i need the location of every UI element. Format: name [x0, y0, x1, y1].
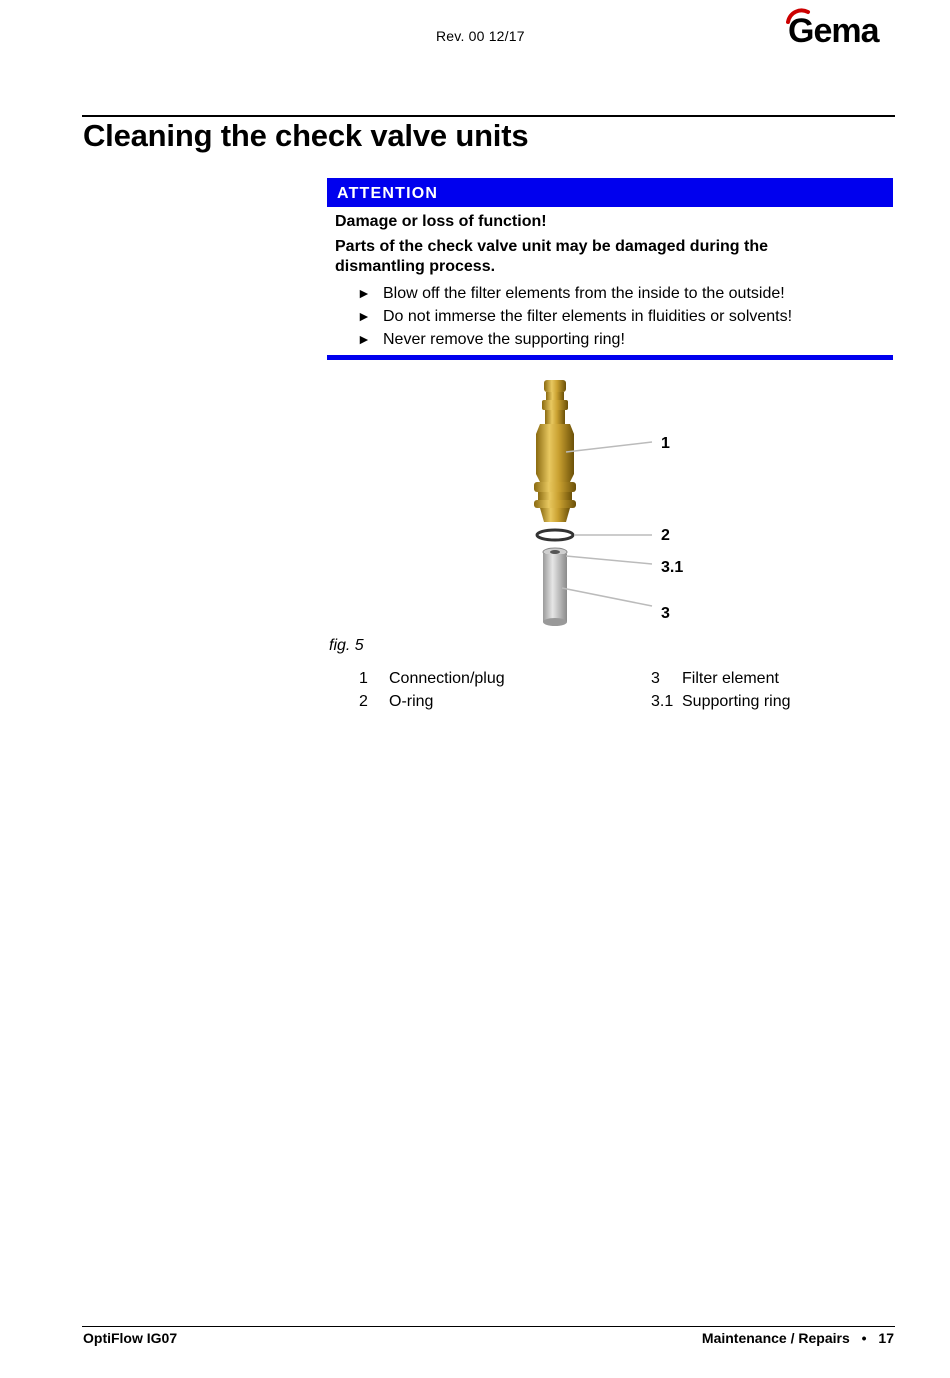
gema-logo: [782, 4, 896, 48]
callout-2: 2: [661, 527, 670, 544]
figure-caption: fig. 5: [329, 637, 364, 654]
list-item: [327, 305, 893, 328]
footer-section-title: Maintenance / Repairs: [701, 1330, 850, 1346]
legend-item: [359, 670, 505, 688]
list-item: [327, 282, 893, 305]
bullet-text: Never remove the supporting ring!: [383, 331, 625, 348]
logo-text: Gema: [788, 12, 879, 48]
attention-subheading: Parts of the check valve unit may be damaged during the dismantling process.: [335, 238, 769, 275]
callout-1: 1: [661, 435, 670, 452]
legend-number: 3: [651, 670, 660, 687]
attention-notice: [327, 178, 893, 360]
title-rule: [82, 115, 895, 117]
footer-rule: [82, 1326, 895, 1327]
legend-label: O-ring: [389, 693, 434, 710]
legend-number: 1: [359, 670, 368, 687]
attention-label: ATTENTION: [327, 178, 893, 207]
footer-separator: •: [861, 1330, 867, 1346]
attention-bullet-list: [327, 282, 893, 351]
legend-item: [651, 670, 779, 688]
footer-section: [702, 1330, 894, 1346]
page-number: 17: [878, 1330, 894, 1346]
o-ring-part: [537, 530, 573, 540]
check-valve-illustration: [500, 374, 720, 634]
bullet-arrow-icon: ►: [357, 308, 371, 324]
legend-number: 3.1: [651, 693, 674, 710]
callout-3: 3: [661, 605, 670, 622]
filter-element-part: [543, 554, 567, 626]
legend-label: Supporting ring: [682, 693, 791, 710]
legend-label: Connection/plug: [389, 670, 505, 687]
legend-number: 2: [359, 693, 368, 710]
list-item: [327, 328, 893, 351]
attention-heading: Damage or loss of function!: [335, 213, 547, 230]
bullet-arrow-icon: ►: [357, 331, 371, 347]
page-title: Cleaning the check valve units: [83, 118, 529, 153]
legend-item: [359, 693, 433, 711]
bullet-text: Do not immerse the filter elements in fluidities or solvents!: [383, 308, 793, 325]
revision-label: Rev. 00 12/17: [436, 28, 525, 44]
bullet-arrow-icon: ►: [357, 285, 371, 301]
attention-bottom-rule: [327, 355, 893, 360]
legend-label: Filter element: [682, 670, 779, 687]
footer-product: OptiFlow IG07: [83, 1330, 178, 1346]
callout-3-1: 3.1: [661, 559, 684, 576]
legend-item: [651, 693, 791, 711]
bullet-text: Blow off the filter elements from the inside to the outside!: [383, 285, 785, 302]
